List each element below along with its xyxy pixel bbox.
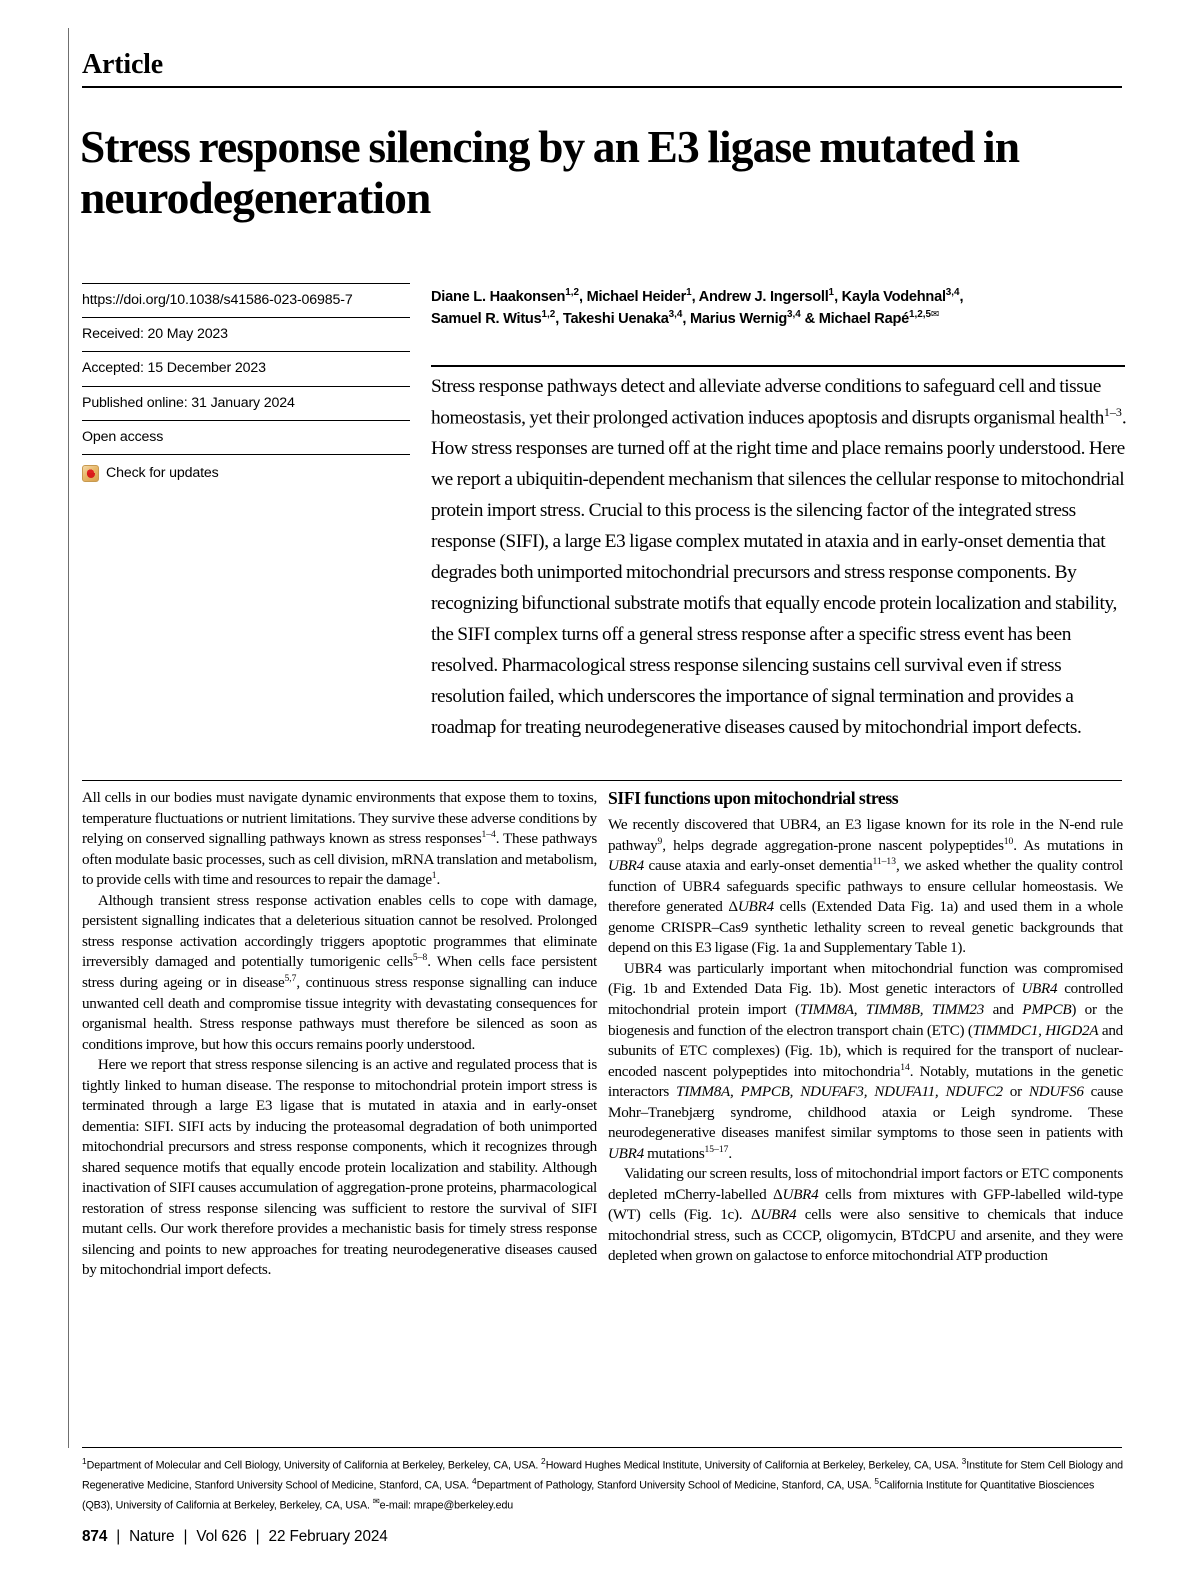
para-r1-c: . As mutations in bbox=[1013, 836, 1123, 854]
para-1-text-c: . bbox=[436, 871, 441, 889]
para-r2-h: cause Mohr–Tranebjærg syndrome, childhood ataxia or Leigh syndrome. These neurodegenerative diseases manifest similar symptoms to those seen in patients with bbox=[608, 1083, 1123, 1142]
para-r2-i: mutations bbox=[643, 1144, 705, 1162]
author-1-name[interactable]: Diane L. Haakonsen bbox=[431, 288, 566, 305]
para-r2-b: controlled mitochondrial protein import ( bbox=[608, 980, 1123, 1018]
para-r1-b: , helps degrade aggregation-prone nascent polypeptides bbox=[662, 836, 1004, 854]
affiliations-divider bbox=[82, 1447, 1122, 1448]
gene-ndufs6: NDUFS6 bbox=[1028, 1083, 1084, 1101]
author-2-name[interactable]: , Michael Heider bbox=[578, 288, 687, 305]
affil-marker-2: 2 bbox=[541, 1456, 546, 1466]
affil-marker-3: 3 bbox=[961, 1456, 967, 1466]
footer-separator-1: | bbox=[116, 1528, 121, 1545]
para-r1-d: cause ataxia and early-onset dementia bbox=[643, 857, 873, 875]
author-7-affil: 3,4 bbox=[787, 309, 801, 321]
author-line1-terminator: , bbox=[959, 288, 964, 305]
author-5-affil: 1,2 bbox=[541, 309, 556, 321]
para-r1-f: cells (Extended Data Fig. 1a) and used them in a whole genome CRISPR–Cas9 synthetic lethality screen to reveal genetic backgrounds that depend on this E3 ligase (Fig. 1a and Supplementary Table 1). bbox=[608, 898, 1124, 957]
para-r2-d: ) or the biogenesis and function of the electron transport chain (ETC) ( bbox=[608, 1000, 1124, 1039]
envelope-icon[interactable]: ✉ bbox=[931, 309, 940, 321]
author-6-affil: 3,4 bbox=[668, 309, 683, 321]
paragraph-intro-2 bbox=[82, 891, 597, 1055]
open-access-label: Open access bbox=[82, 420, 410, 454]
affil-text-2: Howard Hughes Medical Institute, University of California at Berkeley, Berkeley, CA, USA. bbox=[545, 1459, 962, 1472]
page-left-border bbox=[68, 28, 69, 1448]
para-2-text-b: . When cells face persistent stress during ageing or in disease bbox=[82, 953, 597, 991]
gene-pmpcb: PMPCB bbox=[1022, 1000, 1072, 1018]
author-list bbox=[431, 286, 1125, 331]
ref-1-4[interactable]: 1–4 bbox=[481, 829, 496, 841]
author-4-affil: 3,4 bbox=[945, 287, 960, 298]
para-2-text-a: Although transient stress response activation enables cells to cope with damage, persistent signalling indicates that a deleterious situation cannot be resolved. Prolonged stress response activation accordingly triggers apoptotic programmes that eliminate irreversibly damaged and potentially tumorigenic cells bbox=[82, 891, 597, 971]
body-column-left bbox=[82, 788, 597, 1281]
ref-9[interactable]: 9 bbox=[657, 835, 663, 847]
para-1-text-a: All cells in our bodies must navigate dynamic environments that expose them to toxins, temperature fluctuations or nutrient limitations. They survive these adverse conditions by relying on conserved signalling pathways known as stress responses bbox=[82, 789, 597, 848]
affil-text-3: Institute for Stem Cell Biology and Regenerative Medicine, Stanford University School of Medicine, Stanford, CA, USA. bbox=[82, 1459, 1124, 1492]
para-r2-g: or bbox=[1002, 1083, 1029, 1101]
gene-ubr4-4: UBR4 bbox=[608, 1144, 644, 1162]
issue-date: 22 February 2024 bbox=[268, 1528, 388, 1545]
para-r3-b: cells from mixtures with GFP-labelled wild-type (WT) cells (Fig. 1c). Δ bbox=[608, 1185, 1124, 1224]
author-5-name[interactable]: Samuel R. Witus bbox=[431, 311, 542, 328]
para-r1-a: We recently discovered that UBR4, an E3 ligase known for its role in the N-end rule pathway bbox=[608, 816, 1123, 854]
author-3-affil: 1 bbox=[828, 287, 835, 298]
abstract-ref-1[interactable]: 1–3 bbox=[1103, 404, 1122, 419]
author-8-affil: 1,2,5 bbox=[909, 309, 932, 321]
journal-name: Nature bbox=[129, 1528, 175, 1545]
para-r3-a: Validating our screen results, loss of mitochondrial import factors or ETC components depleted mCherry-labelled Δ bbox=[608, 1165, 1123, 1203]
affil-text-4: Department of Pathology, Stanford University School of Medicine, Stanford, CA, USA. bbox=[476, 1479, 875, 1492]
gene-ndufaf-group: TIMM8A, PMPCB, NDUFAF3, NDUFA11, NDUFC2 bbox=[676, 1083, 1003, 1101]
ref-1[interactable]: 1 bbox=[431, 870, 437, 882]
gene-ubr4-1: UBR4 bbox=[608, 857, 644, 875]
para-r1-e: , we asked whether the quality control function of UBR4 safeguards specific pathways to ensure cellular homeostasis. We therefore generated Δ bbox=[608, 857, 1124, 916]
email-envelope-icon: ✉ bbox=[372, 1496, 380, 1506]
para-1-text-b: . These pathways often modulate basic processes, such as cell division, mRNA translation and metabolism, to provide cells with time and resources to repair the damage bbox=[82, 830, 597, 889]
body-divider bbox=[82, 780, 1122, 781]
gene-ubr4-6: UBR4 bbox=[760, 1206, 797, 1224]
gene-ubr4-2: UBR4 bbox=[737, 898, 774, 916]
abstract bbox=[431, 372, 1131, 744]
crossmark-icon bbox=[82, 465, 99, 482]
para-r2-j: . bbox=[728, 1144, 732, 1162]
ref-10[interactable]: 10 bbox=[1003, 835, 1014, 847]
author-7-name[interactable]: , Marius Wernig bbox=[682, 311, 788, 328]
affil-marker-5: 5 bbox=[874, 1476, 880, 1486]
abstract-divider bbox=[431, 365, 1125, 367]
footer-separator-3: | bbox=[255, 1528, 260, 1545]
page-title: Stress response silencing by an E3 ligase mutated in neurodegeneration bbox=[80, 121, 1020, 224]
paragraph-sifi-3 bbox=[608, 1164, 1123, 1267]
ref-15-17[interactable]: 15–17 bbox=[704, 1143, 729, 1155]
page-number: 874 bbox=[82, 1528, 108, 1545]
corresponding-email[interactable]: e-mail: mrape@berkeley.edu bbox=[379, 1499, 514, 1512]
author-8-name[interactable]: & Michael Rapé bbox=[800, 311, 909, 328]
section-heading-sifi-functions: SIFI functions upon mitochondrial stress bbox=[608, 788, 899, 808]
ref-14[interactable]: 14 bbox=[900, 1061, 910, 1073]
affil-text-5: California Institute for Quantitative Biosciences (QB3), University of California at Berkeley, Berkeley, CA, USA. bbox=[82, 1479, 1095, 1512]
paragraph-sifi-2 bbox=[608, 959, 1123, 1164]
author-4-name[interactable]: , Kayla Vodehnal bbox=[834, 288, 946, 305]
affil-text-1: Department of Molecular and Cell Biology, University of California at Berkeley, Berkeley, CA, USA. bbox=[86, 1459, 542, 1472]
published-online-date: Published online: 31 January 2024 bbox=[82, 386, 410, 420]
ref-5-8[interactable]: 5–8 bbox=[412, 952, 428, 964]
author-6-name[interactable]: , Takeshi Uenaka bbox=[555, 311, 669, 328]
para-r2-c: and bbox=[984, 1000, 1023, 1018]
abstract-text-part1: Stress response pathways detect and alleviate adverse conditions to safeguard cell and tissue homeostasis, yet their prolonged activation induces apoptosis and disrupts organismal health bbox=[431, 376, 1104, 429]
para-r2-a: UBR4 was particularly important when mitochondrial function was compromised (Fig. 1b and Extended Data Fig. 1b). Most genetic interactors of bbox=[608, 959, 1123, 998]
para-2-text-c: , continuous stress response signalling can induce unwanted cell death and compromise tissue integrity with devastating consequences for organismal health. Stress response pathways must therefore be silenced as soon as conditions improve, but how this occurs remains poorly understood. bbox=[82, 973, 597, 1053]
gene-timm-group: TIMM8A, TIMM8B, TIMM23 bbox=[799, 1000, 985, 1018]
paragraph-intro-1 bbox=[82, 788, 597, 891]
volume-label: Vol 626 bbox=[196, 1528, 247, 1545]
ref-11-13[interactable]: 11–13 bbox=[872, 856, 896, 868]
author-3-name[interactable]: , Andrew J. Ingersoll bbox=[691, 288, 829, 305]
page-footer bbox=[82, 1528, 388, 1546]
footer-separator-2: | bbox=[183, 1528, 188, 1545]
check-for-updates-button[interactable] bbox=[82, 454, 410, 490]
accepted-date: Accepted: 15 December 2023 bbox=[82, 351, 410, 385]
gene-ubr4-3: UBR4 bbox=[1021, 980, 1058, 998]
ref-5-7[interactable]: 5,7 bbox=[284, 972, 297, 984]
para-r2-f: . Notably, mutations in the genetic interactors bbox=[608, 1062, 1123, 1101]
affil-marker-1: 1 bbox=[82, 1456, 87, 1466]
check-for-updates-label: Check for updates bbox=[106, 464, 219, 481]
gene-ubr4-5: UBR4 bbox=[782, 1185, 819, 1203]
doi-link[interactable]: https://doi.org/10.1038/s41586-023-06985-7 bbox=[82, 283, 410, 317]
kicker-divider bbox=[82, 86, 1122, 88]
affil-marker-4: 4 bbox=[471, 1476, 477, 1486]
para-r2-e: and subunits of ETC complexes) (Fig. 1b), which is required for the transport of nuclear-encoded nascent polypeptides into mitochondria bbox=[608, 1021, 1123, 1080]
received-date: Received: 20 May 2023 bbox=[82, 317, 410, 351]
body-column-right bbox=[608, 788, 1123, 1267]
abstract-text-part2: . How stress responses are turned off at the right time and place remains poorly understood. Here we report a ubiquitin-dependent mechanism that silences the cellular response to mitochondrial protein import stress. Crucial to this process is the silencing factor of the integrated stress response (SIFI), a large E3 ligase complex mutated in ataxia and in early-onset dementia that degrades both unimported mitochondrial precursors and stress response components. By recognizing bifunctional substrate motifs that equally encode protein localization and stability, the SIFI complex turns off a general stress response after a specific stress event has been resolved. Pharmacological stress response silencing sustains cell survival even if stress resolution failed, which underscores the importance of signal termination and provides a roadmap for treating neurodegenerative diseases caused by mitochondrial import defects. bbox=[431, 407, 1127, 738]
paragraph-sifi-1 bbox=[608, 815, 1123, 959]
affiliations bbox=[82, 1455, 1124, 1515]
paragraph-intro-3: Here we report that stress response silencing is an active and regulated process that is tightly linked to human disease. The response to mitochondrial protein import stress is terminated through a large E3 ligase that is mutated in ataxia and in early-onset dementia: SIFI. SIFI acts by inducing the proteasomal degradation of both unimported mitochondrial precursors and stress response components, which it recognizes through shared sequence motifs that equally encode protein localization and stability. Although inactivation of SIFI causes accumulation of aggregation-prone proteins, pharmacological restoration of stress response silencing was sufficient to restore the survival of SIFI mutant cells. Our work therefore provides a mechanistic basis for timely stress response silencing and points to new approaches for treating neurodegenerative diseases caused by mitochondrial import defects. bbox=[82, 1056, 597, 1279]
author-2-affil: 1 bbox=[686, 287, 692, 298]
article-kicker: Article bbox=[82, 49, 163, 80]
gene-timmdc1-higd2a: TIMMDC1, HIGD2A bbox=[972, 1021, 1099, 1039]
article-metadata bbox=[82, 283, 410, 490]
para-r3-c: cells were also sensitive to chemicals that induce mitochondrial stress, such as CCCP, oligomycin, BTdCPU and arsenite, and they were depleted when grown on galactose to enforce mitochondrial ATP production bbox=[608, 1206, 1123, 1265]
author-1-affil: 1,2 bbox=[565, 287, 579, 298]
